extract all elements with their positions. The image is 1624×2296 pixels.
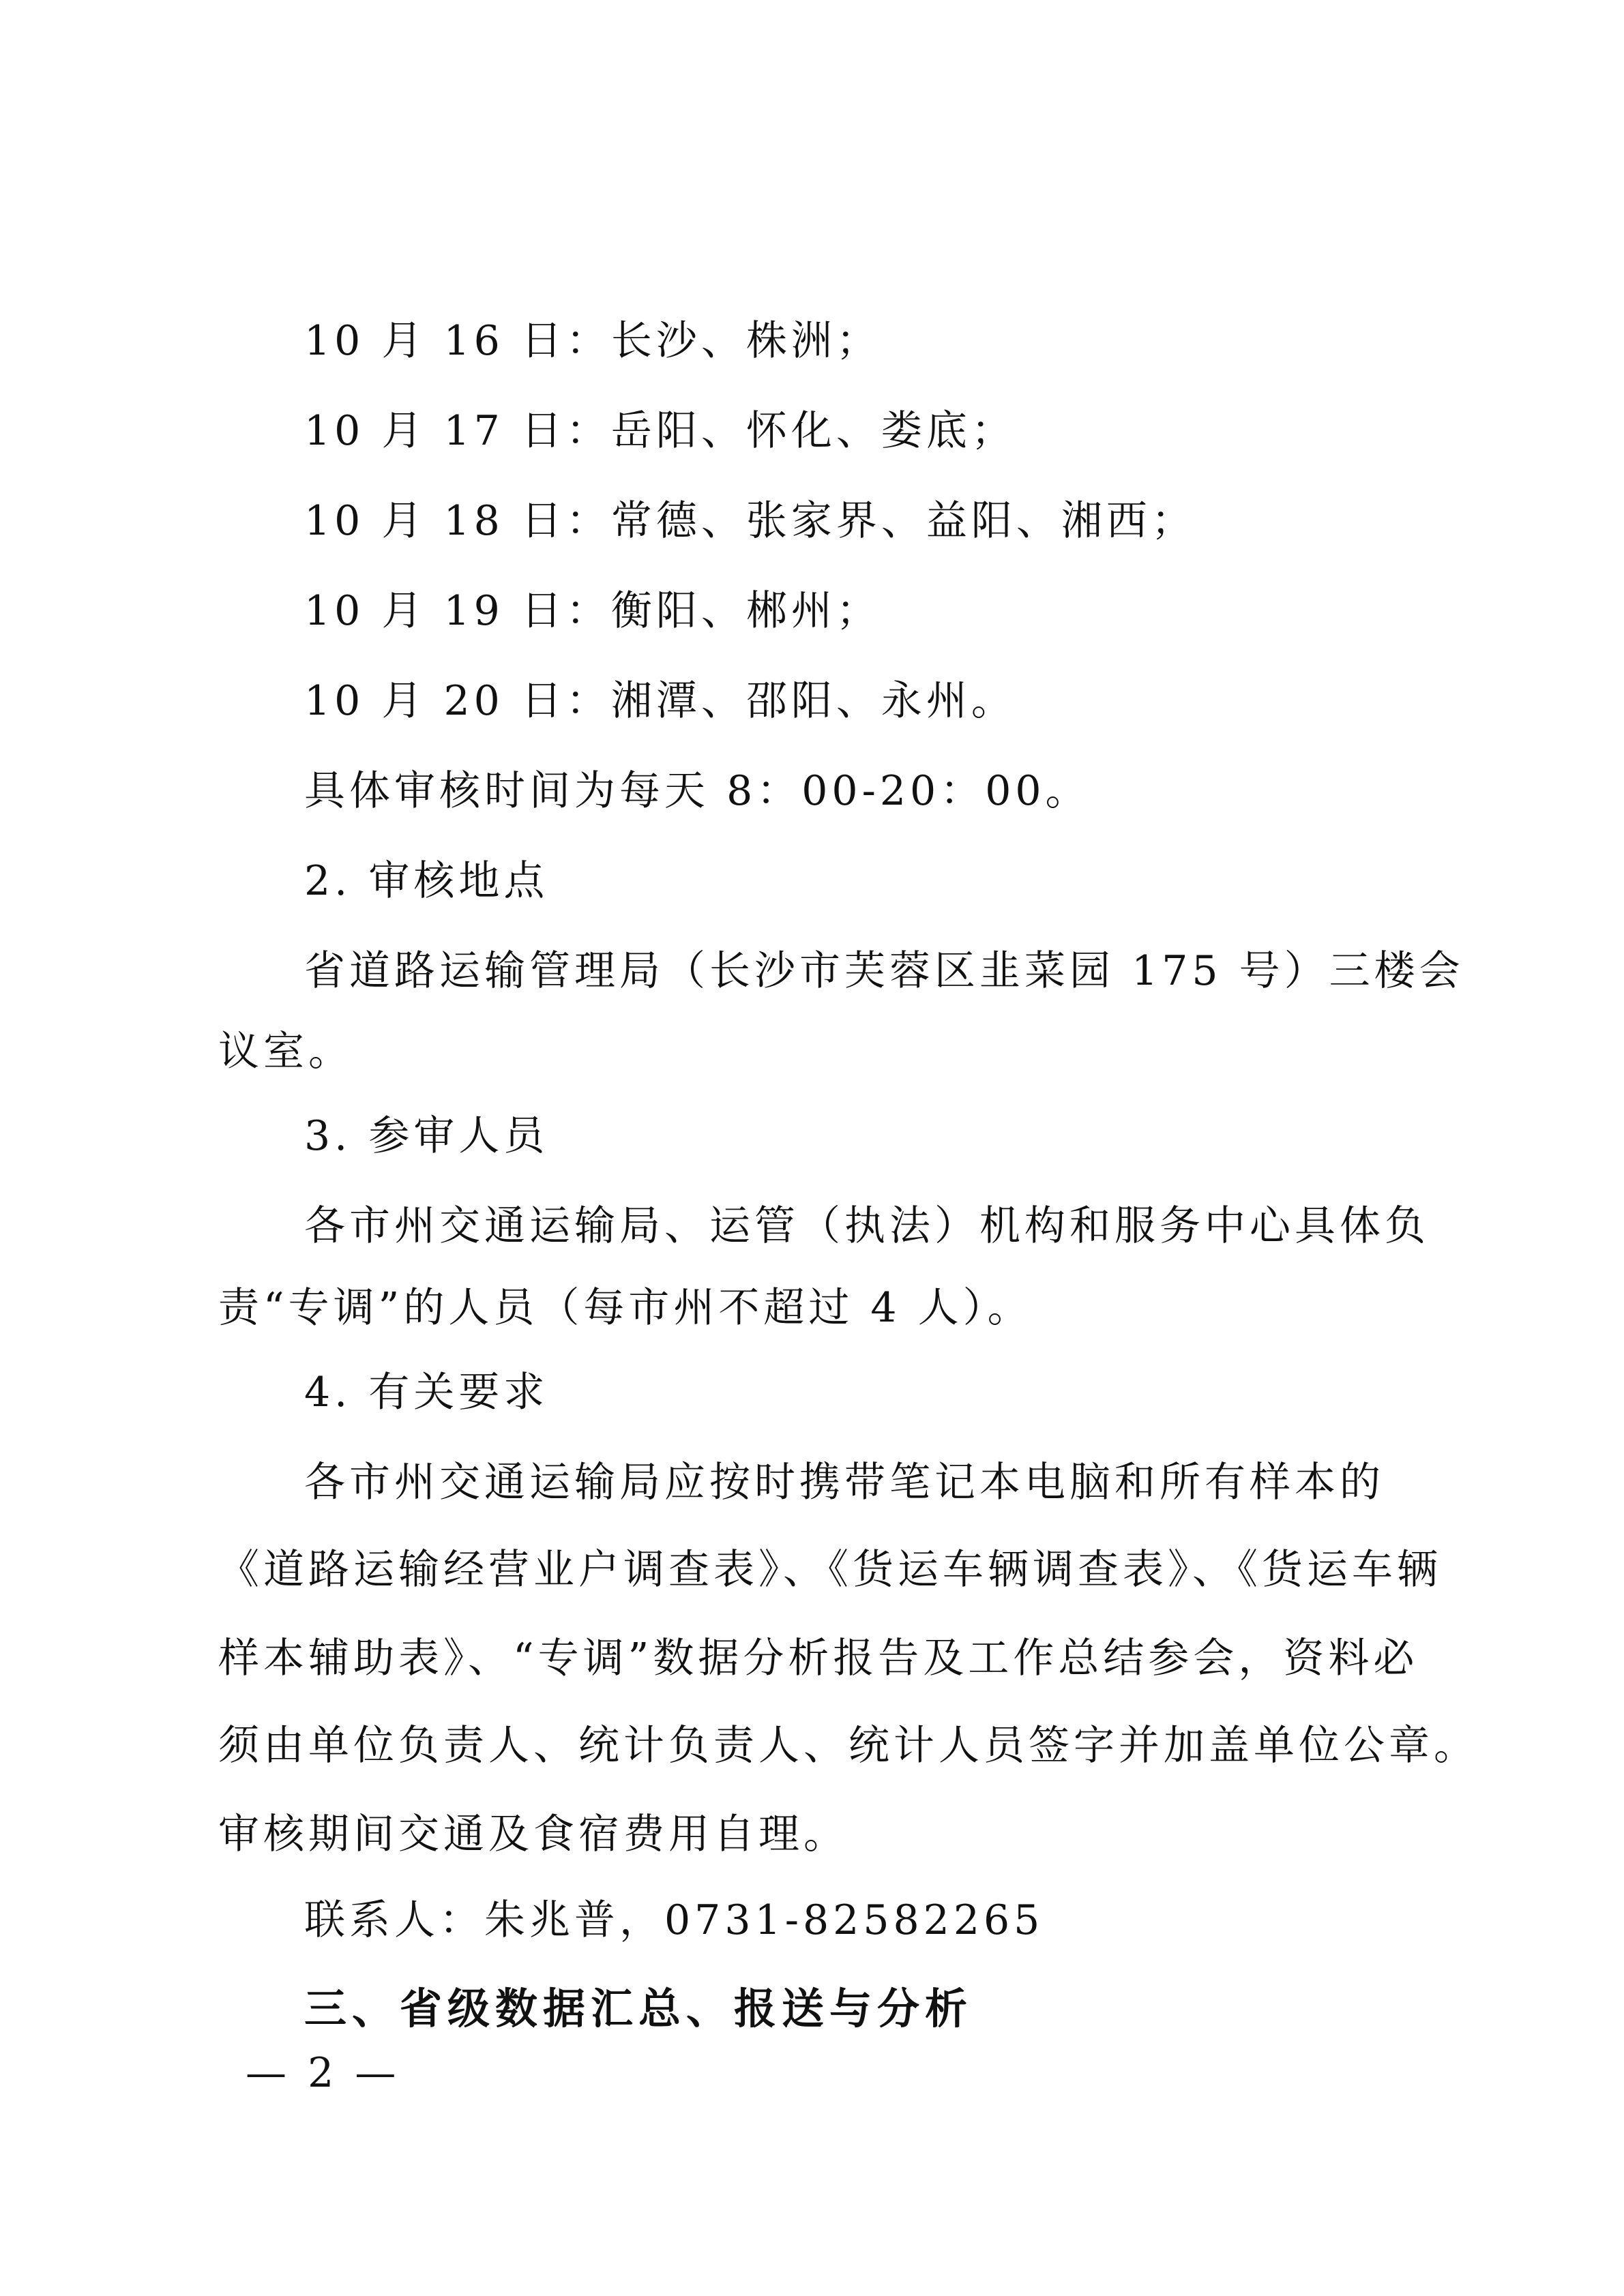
section-4-line-3: 样本辅助表》、“专调”数据分析报告及工作总结参会，资料必 bbox=[218, 1635, 1419, 1682]
section-4-line-2: 《道路运输经营业户调查表》、《货运车辆调查表》、《货运车辆 bbox=[218, 1546, 1442, 1594]
section-4-line-1: 各市州交通运输局应按时携带笔记本电脑和所有样本的 bbox=[304, 1459, 1385, 1506]
section-3-line-2: 责“专调”的人员（每市州不超过 4 人）。 bbox=[218, 1284, 1033, 1332]
section-4-line-4: 须由单位负责人、统计负责人、统计人员签字并加盖单位公章。 bbox=[218, 1722, 1479, 1770]
section-3-heading: 3. 参审人员 bbox=[304, 1112, 549, 1160]
schedule-line-5: 10 月 20 日：湘潭、邵阳、永州。 bbox=[304, 677, 1016, 725]
section-2-heading: 2. 审核地点 bbox=[304, 857, 549, 905]
section-3-line-1: 各市州交通运输局、运管（执法）机构和服务中心具体负 bbox=[304, 1202, 1430, 1250]
section-2-line-2: 议室。 bbox=[218, 1028, 353, 1075]
schedule-line-1: 10 月 16 日：长沙、株洲； bbox=[304, 317, 881, 365]
contact-line: 联系人：朱兆普，0731-82582265 bbox=[304, 1896, 1044, 1944]
section-2-line-1: 省道路运输管理局（长沙市芙蓉区韭菜园 175 号）三楼会 bbox=[304, 947, 1464, 995]
section-4-line-5: 审核期间交通及食宿费用自理。 bbox=[218, 1810, 848, 1858]
schedule-line-4: 10 月 19 日：衡阳、郴州； bbox=[304, 587, 881, 635]
page-number: — 2 — bbox=[246, 2049, 400, 2097]
review-time-text: 具体审核时间为每天 8：00-20：00。 bbox=[304, 767, 1091, 815]
schedule-line-2: 10 月 17 日：岳阳、怀化、娄底； bbox=[304, 407, 1016, 455]
section-4-heading: 4. 有关要求 bbox=[304, 1369, 549, 1416]
section-three-heading: 三、省级数据汇总、报送与分析 bbox=[304, 1984, 973, 2033]
schedule-line-3: 10 月 18 日：常德、张家界、益阳、湘西； bbox=[304, 497, 1196, 545]
